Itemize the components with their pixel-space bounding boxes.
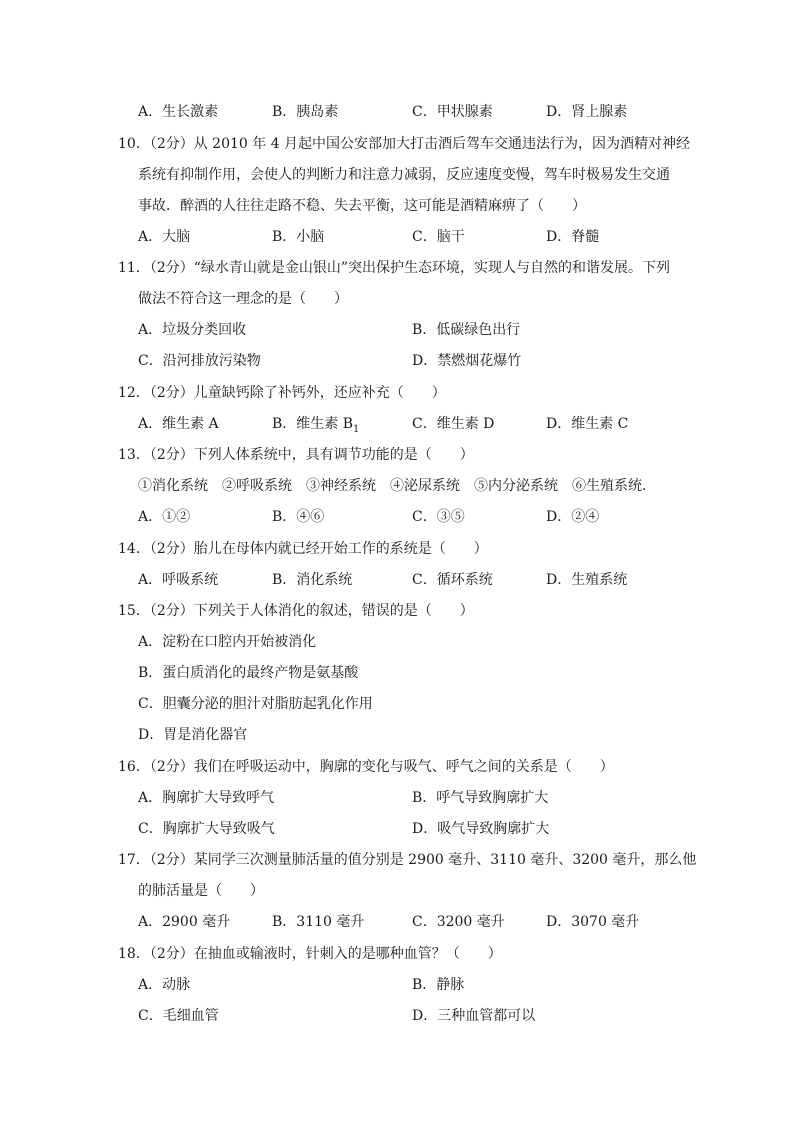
q9-option-b[interactable]: B．胰岛素: [272, 104, 339, 120]
q17-option-a[interactable]: A．2900 毫升: [138, 914, 231, 930]
q13-option-d[interactable]: D．②④: [546, 509, 600, 525]
q14-option-b[interactable]: B．消化系统: [272, 572, 353, 588]
q16-option-c[interactable]: C．胸廓扩大导致吸气: [138, 821, 275, 837]
q15-option-b[interactable]: B．蛋白质消化的最终产物是氨基酸: [138, 665, 359, 681]
q11-option-b[interactable]: B．低碳绿色出行: [412, 322, 521, 338]
q16-option-b[interactable]: B．呼气导致胸廓扩大: [412, 790, 549, 806]
q11-stem-line-1: 11．（2分）“绿水青山就是金山银山”突出保护生态环境，实现人与自然的和谐发展。下列: [118, 260, 671, 276]
q15-option-c[interactable]: C．胆囊分泌的胆汁对脂肪起乳化作用: [138, 696, 373, 712]
q14-option-d[interactable]: D．生殖系统: [546, 572, 628, 588]
q10-option-d[interactable]: D．脊髓: [546, 229, 600, 245]
q12-option-c[interactable]: C．维生素 D: [412, 416, 495, 432]
q12-option-a[interactable]: A．维生素 A: [138, 416, 219, 432]
q17-option-b[interactable]: B．3110 毫升: [272, 914, 365, 930]
q14-option-a[interactable]: A．呼吸系统: [138, 572, 219, 588]
q12-option-d[interactable]: D．维生素 C: [546, 416, 629, 432]
q10-stem-line-3: 事故．醉酒的人往往走路不稳、失去平衡，这可能是酒精麻痹了（ ）: [138, 198, 586, 214]
q14-stem: 14．（2分）胎儿在母体内就已经开始工作的系统是（ ）: [118, 541, 488, 557]
q16-option-d[interactable]: D．吸气导致胸廓扩大: [412, 821, 550, 837]
q17-stem-line-2: 的肺活量是（ ）: [138, 883, 264, 899]
q18-option-d[interactable]: D．三种血管都可以: [412, 1008, 536, 1024]
q10-option-c[interactable]: C．脑干: [412, 229, 465, 245]
q9-option-a[interactable]: A．生长激素: [138, 104, 219, 120]
q15-option-a[interactable]: A．淀粉在口腔内开始被消化: [138, 634, 317, 650]
q15-stem: 15．（2分）下列关于人体消化的叙述，错误的是（ ）: [118, 603, 474, 619]
q12-option-b-text: B．维生素 B: [272, 416, 354, 432]
q12-option-b-subscript: 1: [353, 423, 360, 435]
q12-option-b[interactable]: [272, 414, 359, 434]
q11-stem-line-2: 做法不符合这一理念的是（ ）: [138, 291, 348, 307]
q18-option-a[interactable]: A．动脉: [138, 977, 191, 993]
q11-option-a[interactable]: A．垃圾分类回收: [138, 322, 247, 338]
q11-option-c[interactable]: C．沿河排放污染物: [138, 353, 261, 369]
q16-option-a[interactable]: A．胸廓扩大导致呼气: [138, 790, 275, 806]
q10-stem-line-2: 系统有抑制作用，会使人的判断力和注意力减弱，反应速度变慢，驾车时极易发生交通: [138, 167, 670, 183]
q11-option-d[interactable]: D．禁燃烟花爆竹: [412, 353, 522, 369]
q13-choices-list: ①消化系统 ②呼吸系统 ③神经系统 ④泌尿系统 ⑤内分泌系统 ⑥生殖系统．: [138, 478, 656, 494]
q13-option-c[interactable]: C．③⑤: [412, 509, 465, 525]
q10-option-b[interactable]: B．小脑: [272, 229, 325, 245]
q16-stem: 16．（2分）我们在呼吸运动中，胸廓的变化与吸气、呼气之间的关系是（ ）: [118, 759, 614, 775]
q17-stem-line-1: 17．（2分）某同学三次测量肺活量的值分别是 2900 毫升、3110 毫升、3200 毫升，那么他: [118, 852, 697, 868]
q17-option-d[interactable]: D．3070 毫升: [546, 914, 640, 930]
q9-option-c[interactable]: C．甲状腺素: [412, 104, 493, 120]
q10-option-a[interactable]: A．大脑: [138, 229, 191, 245]
q13-option-a[interactable]: A．①②: [138, 509, 191, 525]
q17-option-c[interactable]: C．3200 毫升: [412, 914, 505, 930]
q18-option-b[interactable]: B．静脉: [412, 977, 465, 993]
q18-stem: 18．（2分）在抽血或输液时，针刺入的是哪种血管？（ ）: [118, 946, 502, 962]
q12-stem: 12．（2分）儿童缺钙除了补钙外，还应补充（ ）: [118, 385, 446, 401]
q9-option-d[interactable]: D．肾上腺素: [546, 104, 628, 120]
q13-stem: 13．（2分）下列人体系统中，具有调节功能的是（ ）: [118, 447, 474, 463]
q13-option-b[interactable]: B．④⑥: [272, 509, 325, 525]
q15-option-d[interactable]: D．胃是消化器官: [138, 727, 248, 743]
q18-option-c[interactable]: C．毛细血管: [138, 1008, 219, 1024]
q14-option-c[interactable]: C．循环系统: [412, 572, 493, 588]
q10-stem-line-1: 10．（2分）从 2010 年 4 月起中国公安部加大打击酒后驾车交通违法行为，因为酒精对神经: [118, 136, 691, 152]
